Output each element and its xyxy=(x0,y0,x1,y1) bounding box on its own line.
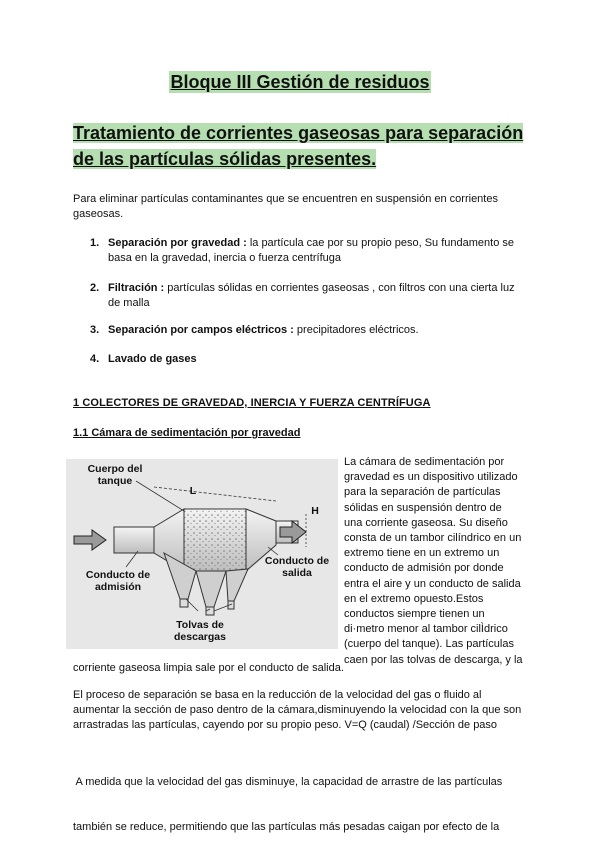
text-line: (cuerpo del tanque). Las partículas xyxy=(344,638,514,651)
hopper xyxy=(226,569,248,601)
list-item-bold: Lavado de gases xyxy=(108,353,197,365)
text-line: conducto de admisión por donde xyxy=(344,562,504,575)
list-item-text: de malla xyxy=(108,297,150,309)
list-number: 3. xyxy=(90,324,100,336)
methods-list xyxy=(90,236,530,366)
text-line: A medida que la velocidad del gas disminuye, la capacidad de arrastre de las partículas xyxy=(73,776,503,788)
text-line: di·metro menor al tambor cilÌdrico xyxy=(344,623,508,636)
text-line: también se reduce, permitiendo que las partículas más pesadas caigan por efecto de la xyxy=(73,821,500,833)
label-length: L xyxy=(189,485,197,497)
intro-line: Para eliminar partículas contaminantes que se encuentren en suspensión en corrientes xyxy=(73,193,498,205)
hopper xyxy=(196,571,226,607)
list-item-bold: Filtración : xyxy=(108,282,165,294)
section-heading-1: 1 COLECTORES DE GRAVEDAD, INERCIA Y FUERZA CENTRÍFUGA xyxy=(73,397,431,409)
text-line: caen por las tolvas de descarga, y la xyxy=(344,653,523,666)
text-line: en el extremo opuesto.Estos xyxy=(344,592,484,605)
intro-line: gaseosas. xyxy=(73,208,124,220)
text-line: conductos siempre tienen un xyxy=(344,608,485,621)
text-line: arrastradas las partículas, cayendo por su propio peso. V=Q (caudal) /Sección de paso xyxy=(73,719,498,731)
particles xyxy=(184,509,246,571)
subtitle xyxy=(73,120,543,172)
label-tank-body: Cuerpo del tanque xyxy=(87,463,143,487)
sedimentation-chamber-figure xyxy=(66,459,338,649)
text-line: entra el aire y un conducto de salida xyxy=(344,577,521,590)
text-line: gravedad es un dispositivo utilizado xyxy=(344,471,518,484)
process-paragraph xyxy=(73,688,543,733)
text-line: para la separación de partículas xyxy=(344,486,501,499)
inlet-pipe xyxy=(114,527,154,553)
text-line: aumentar la sección de paso dentro de la cámara,disminuyendo la velocidad con la que son xyxy=(73,704,522,716)
section-heading-1-1: 1.1 Cámara de sedimentación por gravedad xyxy=(73,427,301,439)
text-line: consta de un tambor cilíndrico en un xyxy=(344,532,522,545)
list-item-bold: Separación por campos eléctricos : xyxy=(108,324,294,336)
list-item-text: basa en la gravedad, inercia o fuerza centrífuga xyxy=(108,252,341,264)
label-hoppers: Tolvas de descargas xyxy=(174,619,226,643)
list-number: 2. xyxy=(90,282,100,294)
list-item-bold: Separación por gravedad : xyxy=(108,237,247,249)
list-number: 4. xyxy=(90,353,100,365)
text-line: extremo tiene en un extremo un xyxy=(344,547,500,560)
inlet-arrow xyxy=(74,530,106,550)
subtitle-line-2: de las partículas sólidas presentes. xyxy=(73,149,377,169)
subtitle-line-1: Tratamiento de corrientes gaseosas para separación xyxy=(73,123,524,143)
text-line: sólidas en suspensión dentro de xyxy=(344,501,502,514)
text-line: una corriente gaseosa. Su diseño xyxy=(344,516,508,529)
label-outlet: Conducto de salida xyxy=(264,555,330,579)
hopper-outlet xyxy=(206,607,214,615)
list-item-text: partículas sólidas en corrientes gaseosas , con filtros con una cierta luz xyxy=(164,282,515,294)
list-number: 1. xyxy=(90,237,100,249)
intro-paragraph xyxy=(73,192,533,222)
text-line: La cámara de sedimentación por xyxy=(344,456,505,468)
length-dimension xyxy=(154,487,276,501)
chamber-description xyxy=(344,455,534,668)
page-title-text: Bloque III Gestión de residuos xyxy=(170,72,430,92)
velocity-paragraph xyxy=(73,745,543,850)
list-item-text: la partícula cae por su propio peso, Su fundamento se xyxy=(246,237,514,249)
page-title xyxy=(0,72,600,93)
label-height: H xyxy=(311,505,319,517)
label-inlet: Conducto de admisión xyxy=(85,569,151,593)
list-item-text: precipitadores eléctricos. xyxy=(293,324,419,336)
text-line: corriente gaseosa limpia sale por el conducto de salida. xyxy=(73,662,344,674)
text-line: El proceso de separación se basa en la reducción de la velocidad del gas o fluido al xyxy=(73,689,482,701)
